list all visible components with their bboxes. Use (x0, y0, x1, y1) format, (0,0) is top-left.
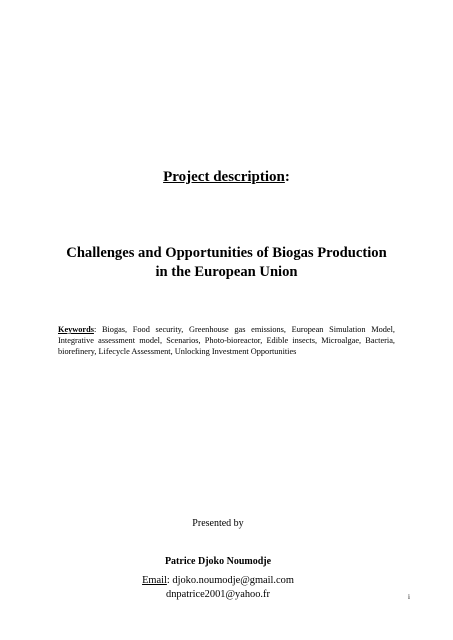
keywords-paragraph (58, 324, 395, 357)
presented-by: Presented by (192, 518, 244, 529)
document-title (0, 244, 453, 282)
title-line-1: Challenges and Opportunities of Biogas Production (66, 245, 387, 261)
section-heading-text: Project description (163, 169, 285, 185)
title-line-2: in the European Union (155, 264, 298, 280)
email-primary: : djoko.noumodje@gmail.com (166, 575, 294, 586)
section-heading (0, 169, 453, 186)
keywords-label: Keywords (58, 325, 94, 334)
email-secondary: dnpatrice2001@yahoo.fr (166, 589, 270, 600)
section-heading-suffix: : (284, 169, 290, 185)
email-label: Email (142, 575, 167, 586)
email-line (0, 575, 436, 586)
keywords-text: : Biogas, Food security, Greenhouse gas emissions, European Simulation Model, Integrative assessment model, Scenarios, Photo-bioreactor, Edible insects, Microalgae, Bacteria, biorefinery, Lifecycle Assessment, Unlocking Investment Opportunities (58, 325, 395, 356)
page-number: i (408, 593, 410, 601)
author-name: Patrice Djoko Noumodje (164, 556, 272, 567)
